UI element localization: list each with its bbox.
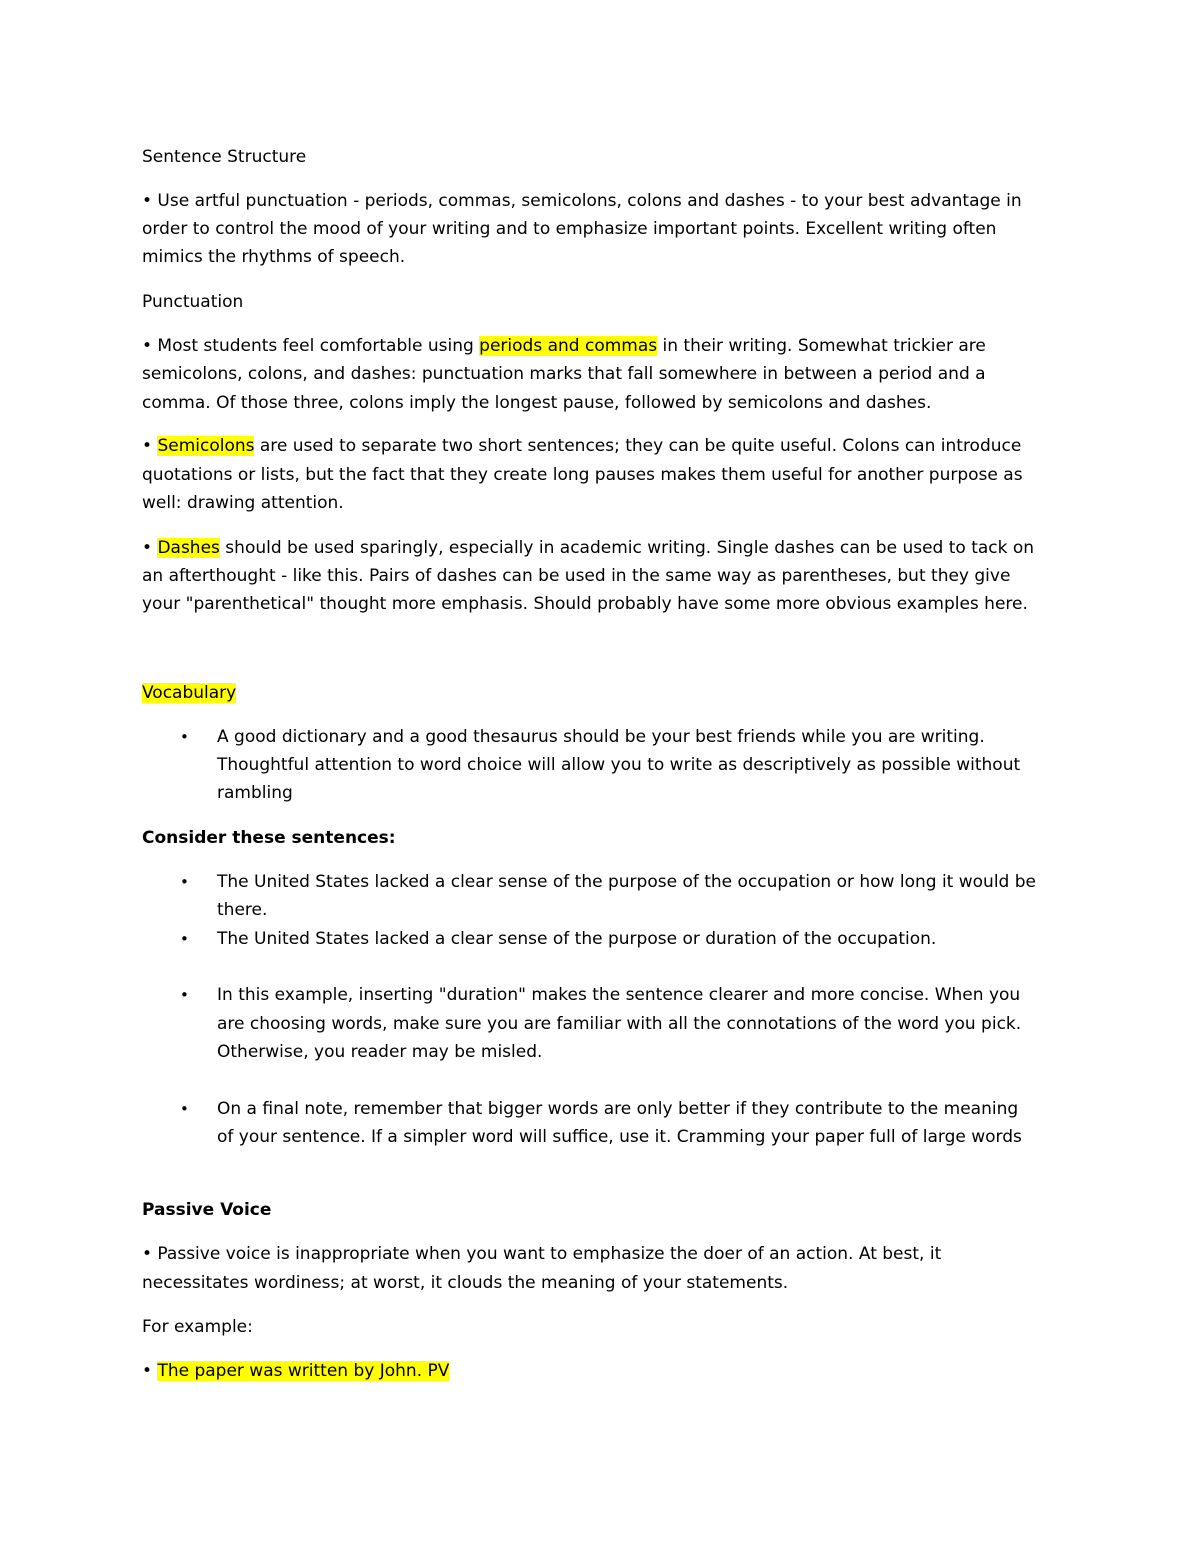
for-example-label: For example: [142,1317,253,1337]
list-bullet: • [180,986,189,1004]
punctuation-p3-line-1: • Dashes should be used sparingly, especially in academic writing. Single dashes can be used to tack on [142,538,1035,558]
punctuation-p2-line-2: quotations or lists, but the fact that they create long pauses makes them useful for another purpose as [142,465,1023,485]
heading-consider-sentences: Consider these sentences: [142,828,396,848]
explanation-line-2: are choosing words, make sure you are familiar with all the connotations of the word you pick. [217,1014,1022,1034]
passive-voice-line-2: necessitates wordiness; at worst, it clouds the meaning of your statements. [142,1273,789,1293]
sentence-structure-line-2: order to control the mood of your writing and to emphasize important points. Excellent writing often [142,219,997,239]
explanation-line-1: In this example, inserting "duration" makes the sentence clearer and more concise. When you [217,985,1021,1005]
highlight-dashes: Dashes [157,538,220,558]
punctuation-p1-line-2: semicolons, colons, and dashes: punctuation marks that fall somewhere in between a period and a [142,364,986,384]
example-1-line-1: The United States lacked a clear sense of the purpose of the occupation or how long it would be [217,872,1036,892]
final-note-line-1: On a final note, remember that bigger words are only better if they contribute to the meaning [217,1099,1019,1119]
punctuation-p1-line-1: • Most students feel comfortable using periods and commas in their writing. Somewhat trickier are [142,336,986,356]
list-bullet: • [180,1100,189,1118]
heading-punctuation: Punctuation [142,292,244,312]
highlight-semicolons: Semicolons [157,436,255,456]
example-2-line-1: The United States lacked a clear sense of the purpose or duration of the occupation. [217,929,937,949]
heading-vocabulary: Vocabulary [142,683,237,703]
list-bullet: • [180,873,189,891]
heading-sentence-structure: Sentence Structure [142,147,307,167]
sentence-structure-line-3: mimics the rhythms of speech. [142,247,406,267]
heading-passive-voice: Passive Voice [142,1200,272,1220]
highlight-periods-and-commas: periods and commas [479,336,658,356]
punctuation-p3-line-3: your "parenthetical" thought more emphasis. Should probably have some more obvious examples here. [142,594,1028,614]
passive-voice-line-1: • Passive voice is inappropriate when you want to emphasize the doer of an action. At best, it [142,1244,942,1264]
vocab-item-1-line-1: A good dictionary and a good thesaurus should be your best friends while you are writing. [217,727,985,747]
bullet: • [142,191,153,211]
vocab-item-1-line-3: rambling [217,783,293,803]
passive-example: • The paper was written by John. PV [142,1361,450,1381]
list-bullet: • [180,728,189,746]
vocab-item-1-line-2: Thoughtful attention to word choice will allow you to write as descriptively as possible without [217,755,1021,775]
list-bullet: • [180,930,189,948]
sentence-structure-line-1: • Use artful punctuation - periods, commas, semicolons, colons and dashes - to your best advantage in [142,191,1022,211]
example-1-line-2: there. [217,900,268,920]
final-note-line-2: of your sentence. If a simpler word will suffice, use it. Cramming your paper full of large words [217,1127,1022,1147]
highlight-passive-example: The paper was written by John. PV [157,1361,450,1381]
punctuation-p2-line-3: well: drawing attention. [142,493,344,513]
punctuation-p3-line-2: an afterthought - like this. Pairs of dashes can be used in the same way as parentheses, but they give [142,566,1011,586]
punctuation-p2-line-1: • Semicolons are used to separate two short sentences; they can be quite useful. Colons can introduce [142,436,1022,456]
punctuation-p1-line-3: comma. Of those three, colons imply the longest pause, followed by semicolons and dashes. [142,393,932,413]
explanation-line-3: Otherwise, you reader may be misled. [217,1042,543,1062]
